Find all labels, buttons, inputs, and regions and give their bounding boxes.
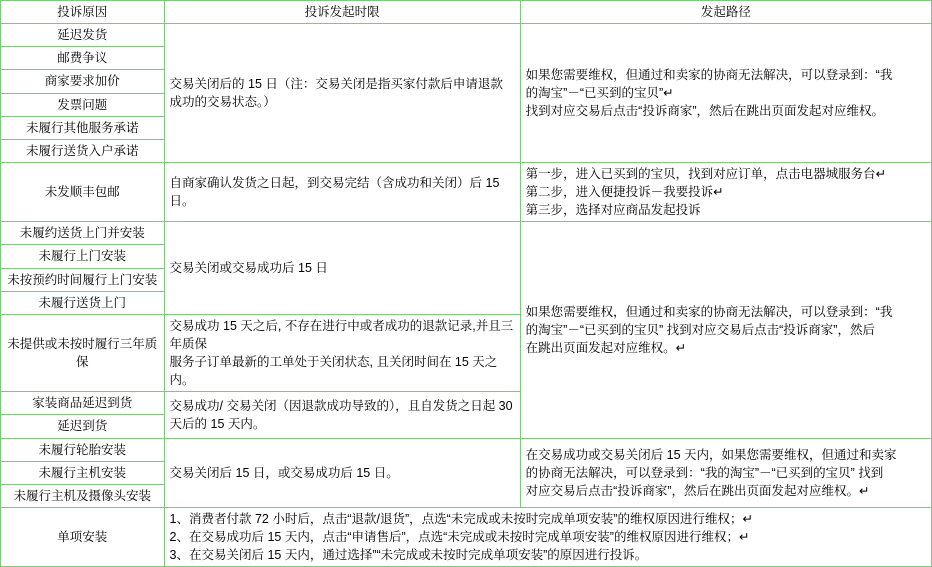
reason-cell: 未发顺丰包邮	[1, 162, 165, 221]
limit-cell-group5: 交易成功/ 交易关闭（因退款成功导致的），且自发货之日起 30 天后的 15 天内。	[164, 392, 520, 438]
reason-cell: 未履行送货上门	[1, 291, 165, 314]
header-limit: 投诉发起时限	[164, 1, 520, 24]
path-line: 找到对应交易后点击“投诉商家”，然后在跳出页面发起对应维权。	[525, 104, 884, 119]
path-line: 在交易成功或交易关闭后 15 天内，如果您需要维权，但通过和卖家	[525, 447, 897, 462]
reason-cell: 未履约送货上门并安装	[1, 222, 165, 245]
reason-cell: 邮费争议	[1, 47, 165, 70]
table-row	[1, 438, 932, 461]
reason-cell: 家装商品延迟到货	[1, 392, 165, 415]
path-line: 第一步，进入已买到的宝贝，找到对应订单，点击电器城服务台↵	[525, 166, 887, 181]
table-row	[1, 507, 932, 566]
limit-cell-group2: 自商家确认发货之日起，到交易完结（含成功和关闭）后 15 日。	[164, 162, 520, 221]
reason-cell: 商家要求加价	[1, 70, 165, 93]
path-cell-group1	[520, 24, 931, 163]
path-line: 如果您需要维权，但通过和卖家的协商无法解决，可以登录到：“我	[525, 304, 893, 319]
limit-line: 服务子订单最新的工单处于关闭状态, 且关闭时间在 15 天之内。	[169, 355, 498, 388]
path-cell-group4	[520, 438, 931, 507]
reason-cell: 发票问题	[1, 93, 165, 116]
path-line: 对应交易后点击“投诉商家”，然后在跳出页面发起对应维权。↵	[525, 483, 870, 498]
footer-line: 3、在交易关闭后 15 天内，通过选择”“未完成或未按时完成单项安装”的原因进行投诉。	[169, 548, 648, 563]
reason-cell: 未履行轮胎安装	[1, 438, 165, 461]
limit-cell-group3: 交易关闭或交易成功后 15 日	[164, 222, 520, 315]
footer-note-cell	[164, 507, 931, 566]
limit-line: 交易成功 15 天之后, 不存在进行中或者成功的退款记录,并且三年质保	[169, 318, 514, 351]
reason-cell: 未履行主机及摄像头安装	[1, 484, 165, 507]
reason-cell: 未按预约时间履行上门安装	[1, 268, 165, 291]
reason-cell: 未提供或未按时履行三年质保	[1, 314, 165, 392]
limit-cell-group1: 交易关闭后的 15 日（注：交易关闭是指买家付款后申请退款成功的交易状态。）	[164, 24, 520, 163]
path-line: 如果您需要维权，但通过和卖家的协商无法解决，可以登录到：“我	[525, 67, 893, 82]
limit-cell-group4	[164, 314, 520, 392]
table-row	[1, 162, 932, 221]
limit-cell-group6: 交易关闭后 15 日，或交易成功后 15 日。	[164, 438, 520, 507]
reason-cell: 未履行上门安装	[1, 245, 165, 268]
path-line: 第二步，进入便捷投诉－我要投诉↵	[525, 185, 724, 199]
reason-cell: 延迟到货	[1, 415, 165, 438]
path-cell-group2	[520, 162, 931, 221]
reason-cell: 单项安装	[1, 507, 165, 566]
header-path: 发起路径	[520, 1, 931, 24]
table-header-row	[1, 1, 932, 24]
table-row	[1, 222, 932, 245]
path-line: 的淘宝”－“已买到的宝贝” 找到对应交易后点击“投诉商家”，然后	[525, 322, 875, 337]
reason-cell: 未履行送货入户承诺	[1, 139, 165, 162]
path-line: 第三步，选择对应商品发起投诉	[525, 203, 701, 218]
path-line: 在跳出页面发起对应维权。↵	[525, 340, 687, 355]
table-row	[1, 24, 932, 47]
reason-cell: 延迟发货	[1, 24, 165, 47]
footer-line: 2、在交易成功后 15 天内，点击“申请售后”，点选“未完成或未按时完成单项安装”的维权原因进行维权；↵	[169, 530, 750, 544]
path-line: 的协商无法解决，可以登录到：“我的淘宝”－“已买到的宝贝” 找到	[525, 465, 884, 480]
reason-cell: 未履行主机安装	[1, 461, 165, 484]
header-reason: 投诉原因	[1, 1, 165, 24]
footer-line: 1、消费者付款 72 小时后，点击“退款/退货”，点选“未完成或未按时完成单项安装”的维权原因进行维权；↵	[169, 511, 753, 526]
reason-cell: 未履行其他服务承诺	[1, 116, 165, 139]
path-line: 的淘宝”－“已买到的宝贝”↵	[525, 85, 674, 100]
path-cell-group3	[520, 222, 931, 438]
